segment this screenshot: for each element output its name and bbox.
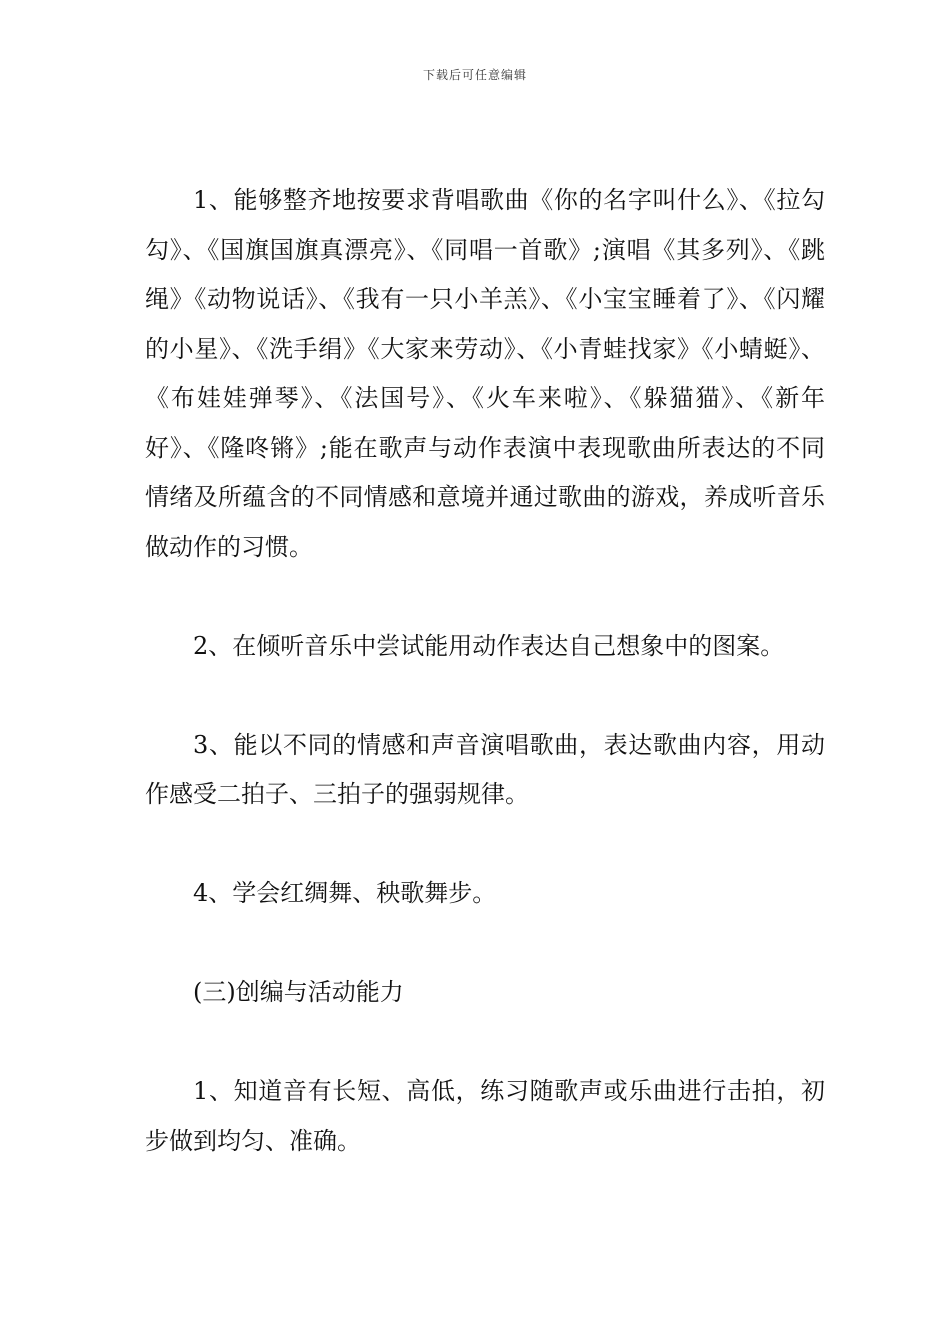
paragraph-spacer bbox=[145, 572, 825, 622]
paragraph-emotion-singing: 3、能以不同的情感和声音演唱歌曲，表达歌曲内容，用动作感受二拍子、三拍子的强弱规律。 bbox=[145, 730, 825, 808]
paragraph-singing-skills: 1、能够整齐地按要求背唱歌曲《你的名字叫什么》、《拉勾勾》、《国旗国旗真漂亮》、《同唱一首歌》;演唱《其多列》、《跳绳》《动物说话》、《我有一只小羊羔》、《小宝宝睡着了》、《闪耀的小星》、《洗手绢》《大家来劳动》、《小青蛙找家》《小蜻蜓》、《布娃娃弹琴》、《法国号》、《火车来啦》、《躲猫猫》、《新年好》、《隆咚锵》;能在歌声与动作表演中表现歌曲所表达的不同情绪及所蕴含的不同情感和意境并通过歌曲的游戏，养成听音乐做动作的习惯。 bbox=[145, 186, 825, 561]
document-body bbox=[145, 176, 825, 1166]
paragraph-listening: 2、在倾听音乐中尝试能用动作表达自己想象中的图案。 bbox=[193, 631, 785, 660]
paragraph-spacer bbox=[145, 820, 825, 870]
paragraph-dance: 4、学会红绸舞、秧歌舞步。 bbox=[193, 879, 497, 907]
header-note: 下载后可任意编辑 bbox=[422, 68, 527, 82]
paragraph-spacer bbox=[145, 671, 825, 721]
paragraph-spacer bbox=[145, 1018, 825, 1068]
paragraph-spacer bbox=[145, 919, 825, 969]
paragraph-rhythm: 1、知道音有长短、高低，练习随歌声或乐曲进行击拍，初步做到均匀、准确。 bbox=[145, 1077, 825, 1155]
section-heading: (三)创编与活动能力 bbox=[193, 978, 404, 1006]
